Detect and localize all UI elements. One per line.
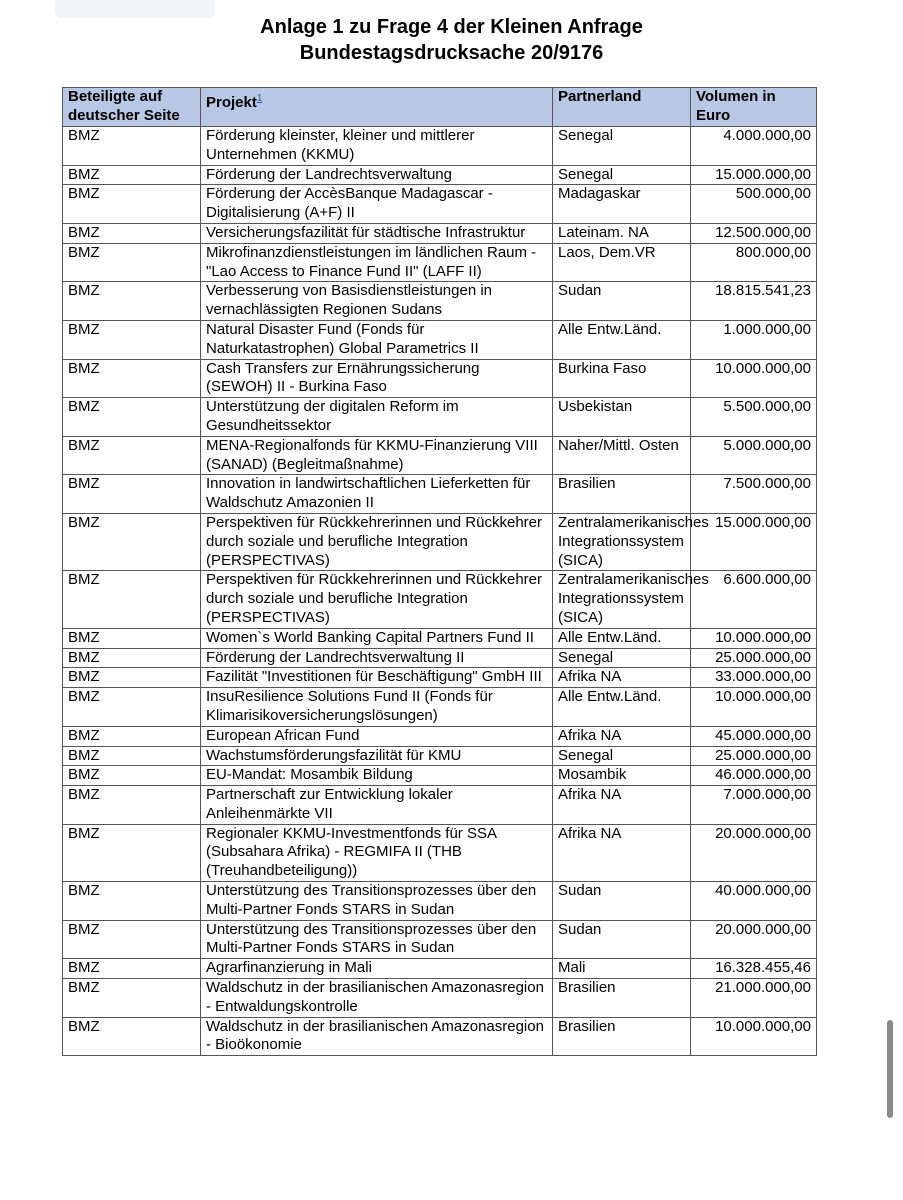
cell-volumen: 46.000.000,00 <box>691 766 817 786</box>
table-row <box>63 959 817 979</box>
header-volumen: Volumen in Euro <box>691 88 817 127</box>
table-header-row <box>63 88 817 127</box>
cell-partnerland: Alle Entw.Länd. <box>553 320 691 359</box>
cell-partnerland: Senegal <box>553 127 691 166</box>
cell-volumen: 5.000.000,00 <box>691 436 817 475</box>
footnote-link[interactable]: 1 <box>256 93 263 104</box>
cell-volumen: 5.500.000,00 <box>691 398 817 437</box>
cell-partnerland: Brasilien <box>553 475 691 514</box>
cell-partnerland: Senegal <box>553 165 691 185</box>
cell-projekt: Versicherungsfazilität für städtische Infrastruktur <box>201 223 553 243</box>
cell-beteiligte: BMZ <box>63 882 201 921</box>
cell-volumen: 10.000.000,00 <box>691 359 817 398</box>
table-row <box>63 571 817 628</box>
cell-partnerland: Alle Entw.Länd. <box>553 628 691 648</box>
cell-volumen: 12.500.000,00 <box>691 223 817 243</box>
cell-volumen: 45.000.000,00 <box>691 726 817 746</box>
cell-beteiligte: BMZ <box>63 688 201 727</box>
cell-beteiligte: BMZ <box>63 766 201 786</box>
cell-beteiligte: BMZ <box>63 165 201 185</box>
table-row <box>63 1017 817 1056</box>
cell-projekt: Unterstützung des Transitionsprozesses über den Multi-Partner Fonds STARS in Sudan <box>201 882 553 921</box>
cell-projekt: Förderung der AccèsBanque Madagascar - Digitalisierung (A+F) II <box>201 185 553 224</box>
table-row <box>63 979 817 1018</box>
cell-volumen: 20.000.000,00 <box>691 920 817 959</box>
cell-volumen: 33.000.000,00 <box>691 668 817 688</box>
table-row <box>63 726 817 746</box>
cell-partnerland: Senegal <box>553 648 691 668</box>
cell-beteiligte: BMZ <box>63 668 201 688</box>
table-row <box>63 320 817 359</box>
cell-volumen: 18.815.541,23 <box>691 282 817 321</box>
cell-volumen: 500.000,00 <box>691 185 817 224</box>
cell-projekt: Perspektiven für Rückkehrerinnen und Rückkehrer durch soziale und berufliche Integration (PERSPECTIVAS) <box>201 513 553 570</box>
cell-volumen: 25.000.000,00 <box>691 746 817 766</box>
cell-beteiligte: BMZ <box>63 513 201 570</box>
cell-volumen: 800.000,00 <box>691 243 817 282</box>
scrollbar-thumb[interactable] <box>887 1020 893 1118</box>
cell-projekt: Regionaler KKMU-Investmentfonds für SSA (Subsahara Afrika) - REGMIFA II (THB (Treuhandbeteiligung)) <box>201 824 553 881</box>
cell-volumen: 16.328.455,46 <box>691 959 817 979</box>
cell-volumen: 15.000.000,00 <box>691 513 817 570</box>
cell-beteiligte: BMZ <box>63 628 201 648</box>
cell-partnerland: Afrika NA <box>553 824 691 881</box>
cell-volumen: 4.000.000,00 <box>691 127 817 166</box>
cell-partnerland: Madagaskar <box>553 185 691 224</box>
table-row <box>63 766 817 786</box>
cell-partnerland: Zentralamerikanisches Integrationssystem (SICA) <box>553 513 691 570</box>
cell-volumen: 1.000.000,00 <box>691 320 817 359</box>
cell-volumen: 15.000.000,00 <box>691 165 817 185</box>
cell-partnerland: Afrika NA <box>553 786 691 825</box>
cell-projekt: Mikrofinanzdienstleistungen im ländlichen Raum - "Lao Access to Finance Fund II" (LAFF II) <box>201 243 553 282</box>
table-row <box>63 786 817 825</box>
cell-partnerland: Laos, Dem.VR <box>553 243 691 282</box>
cell-beteiligte: BMZ <box>63 127 201 166</box>
cell-beteiligte: BMZ <box>63 359 201 398</box>
cell-projekt: European African Fund <box>201 726 553 746</box>
cell-projekt: Agrarfinanzierung in Mali <box>201 959 553 979</box>
header-partnerland: Partnerland <box>553 88 691 127</box>
cell-projekt: Unterstützung der digitalen Reform im Gesundheitssektor <box>201 398 553 437</box>
header-projekt-label: Projekt <box>206 94 257 111</box>
cell-beteiligte: BMZ <box>63 746 201 766</box>
cell-projekt: Fazilität "Investitionen für Beschäftigung" GmbH III <box>201 668 553 688</box>
cell-partnerland: Alle Entw.Länd. <box>553 688 691 727</box>
header-beteiligte: Beteiligte auf deutscher Seite <box>63 88 201 127</box>
cell-beteiligte: BMZ <box>63 398 201 437</box>
cell-beteiligte: BMZ <box>63 786 201 825</box>
table-row <box>63 436 817 475</box>
cell-beteiligte: BMZ <box>63 243 201 282</box>
cell-volumen: 10.000.000,00 <box>691 1017 817 1056</box>
cell-beteiligte: BMZ <box>63 282 201 321</box>
cell-projekt: MENA-Regionalfonds für KKMU-Finanzierung VIII (SANAD) (Begleitmaßnahme) <box>201 436 553 475</box>
table-row <box>63 648 817 668</box>
table-row <box>63 398 817 437</box>
cell-beteiligte: BMZ <box>63 185 201 224</box>
cell-projekt: EU-Mandat: Mosambik Bildung <box>201 766 553 786</box>
cell-beteiligte: BMZ <box>63 726 201 746</box>
cell-beteiligte: BMZ <box>63 648 201 668</box>
cell-beteiligte: BMZ <box>63 824 201 881</box>
page-title <box>0 14 903 66</box>
cell-partnerland: Brasilien <box>553 1017 691 1056</box>
cell-partnerland: Afrika NA <box>553 726 691 746</box>
cell-projekt: Natural Disaster Fund (Fonds für Naturkatastrophen) Global Parametrics II <box>201 320 553 359</box>
table-row <box>63 127 817 166</box>
title-line-2: Bundestagsdrucksache 20/9176 <box>299 42 604 64</box>
cell-projekt: Innovation in landwirtschaftlichen Lieferketten für Waldschutz Amazonien II <box>201 475 553 514</box>
cell-partnerland: Sudan <box>553 920 691 959</box>
table-row <box>63 668 817 688</box>
cell-partnerland: Mosambik <box>553 766 691 786</box>
cell-volumen: 10.000.000,00 <box>691 688 817 727</box>
cell-projekt: Förderung der Landrechtsverwaltung II <box>201 648 553 668</box>
table-row <box>63 628 817 648</box>
cell-beteiligte: BMZ <box>63 959 201 979</box>
cell-beteiligte: BMZ <box>63 1017 201 1056</box>
cell-partnerland: Usbekistan <box>553 398 691 437</box>
cell-partnerland: Mali <box>553 959 691 979</box>
cell-projekt: Förderung kleinster, kleiner und mittlerer Unternehmen (KKMU) <box>201 127 553 166</box>
cell-beteiligte: BMZ <box>63 320 201 359</box>
cell-projekt: Perspektiven für Rückkehrerinnen und Rückkehrer durch soziale und berufliche Integration (PERSPECTIVAS) <box>201 571 553 628</box>
table-row <box>63 746 817 766</box>
cell-volumen: 10.000.000,00 <box>691 628 817 648</box>
cell-partnerland: Brasilien <box>553 979 691 1018</box>
cell-projekt: Verbesserung von Basisdienstleistungen in vernachlässigten Regionen Sudans <box>201 282 553 321</box>
table-row <box>63 243 817 282</box>
cell-partnerland: Sudan <box>553 282 691 321</box>
table-row <box>63 920 817 959</box>
table-row <box>63 282 817 321</box>
table-row <box>63 824 817 881</box>
table-row <box>63 882 817 921</box>
table-row <box>63 223 817 243</box>
table-row <box>63 475 817 514</box>
cell-partnerland: Zentralamerikanisches Integrationssystem (SICA) <box>553 571 691 628</box>
cell-beteiligte: BMZ <box>63 223 201 243</box>
cell-projekt: Partnerschaft zur Entwicklung lokaler Anleihenmärkte VII <box>201 786 553 825</box>
cell-partnerland: Afrika NA <box>553 668 691 688</box>
cell-volumen: 40.000.000,00 <box>691 882 817 921</box>
table-row <box>63 688 817 727</box>
cell-projekt: Wachstumsförderungsfazilität für KMU <box>201 746 553 766</box>
cell-projekt: InsuResilience Solutions Fund II (Fonds für Klimarisikoversicherungslösungen) <box>201 688 553 727</box>
table-row <box>63 359 817 398</box>
cell-volumen: 20.000.000,00 <box>691 824 817 881</box>
cell-volumen: 7.000.000,00 <box>691 786 817 825</box>
table-row <box>63 165 817 185</box>
cell-beteiligte: BMZ <box>63 475 201 514</box>
cell-projekt: Förderung der Landrechtsverwaltung <box>201 165 553 185</box>
cell-partnerland: Sudan <box>553 882 691 921</box>
cell-beteiligte: BMZ <box>63 571 201 628</box>
cell-beteiligte: BMZ <box>63 920 201 959</box>
table-row <box>63 185 817 224</box>
header-projekt <box>201 88 553 127</box>
table-row <box>63 513 817 570</box>
cell-beteiligte: BMZ <box>63 979 201 1018</box>
cell-partnerland: Burkina Faso <box>553 359 691 398</box>
cell-projekt: Unterstützung des Transitionsprozesses über den Multi-Partner Fonds STARS in Sudan <box>201 920 553 959</box>
cell-volumen: 7.500.000,00 <box>691 475 817 514</box>
cell-partnerland: Naher/Mittl. Osten <box>553 436 691 475</box>
cell-partnerland: Lateinam. NA <box>553 223 691 243</box>
projects-table <box>62 87 817 1056</box>
cell-beteiligte: BMZ <box>63 436 201 475</box>
cell-volumen: 21.000.000,00 <box>691 979 817 1018</box>
cell-projekt: Women`s World Banking Capital Partners Fund II <box>201 628 553 648</box>
cell-volumen: 25.000.000,00 <box>691 648 817 668</box>
cell-projekt: Waldschutz in der brasilianischen Amazonasregion - Entwaldungskontrolle <box>201 979 553 1018</box>
cell-partnerland: Senegal <box>553 746 691 766</box>
title-line-1: Anlage 1 zu Frage 4 der Kleinen Anfrage <box>260 16 643 38</box>
cell-projekt: Cash Transfers zur Ernährungssicherung (SEWOH) II - Burkina Faso <box>201 359 553 398</box>
cell-projekt: Waldschutz in der brasilianischen Amazonasregion - Bioökonomie <box>201 1017 553 1056</box>
cell-volumen: 6.600.000,00 <box>691 571 817 628</box>
